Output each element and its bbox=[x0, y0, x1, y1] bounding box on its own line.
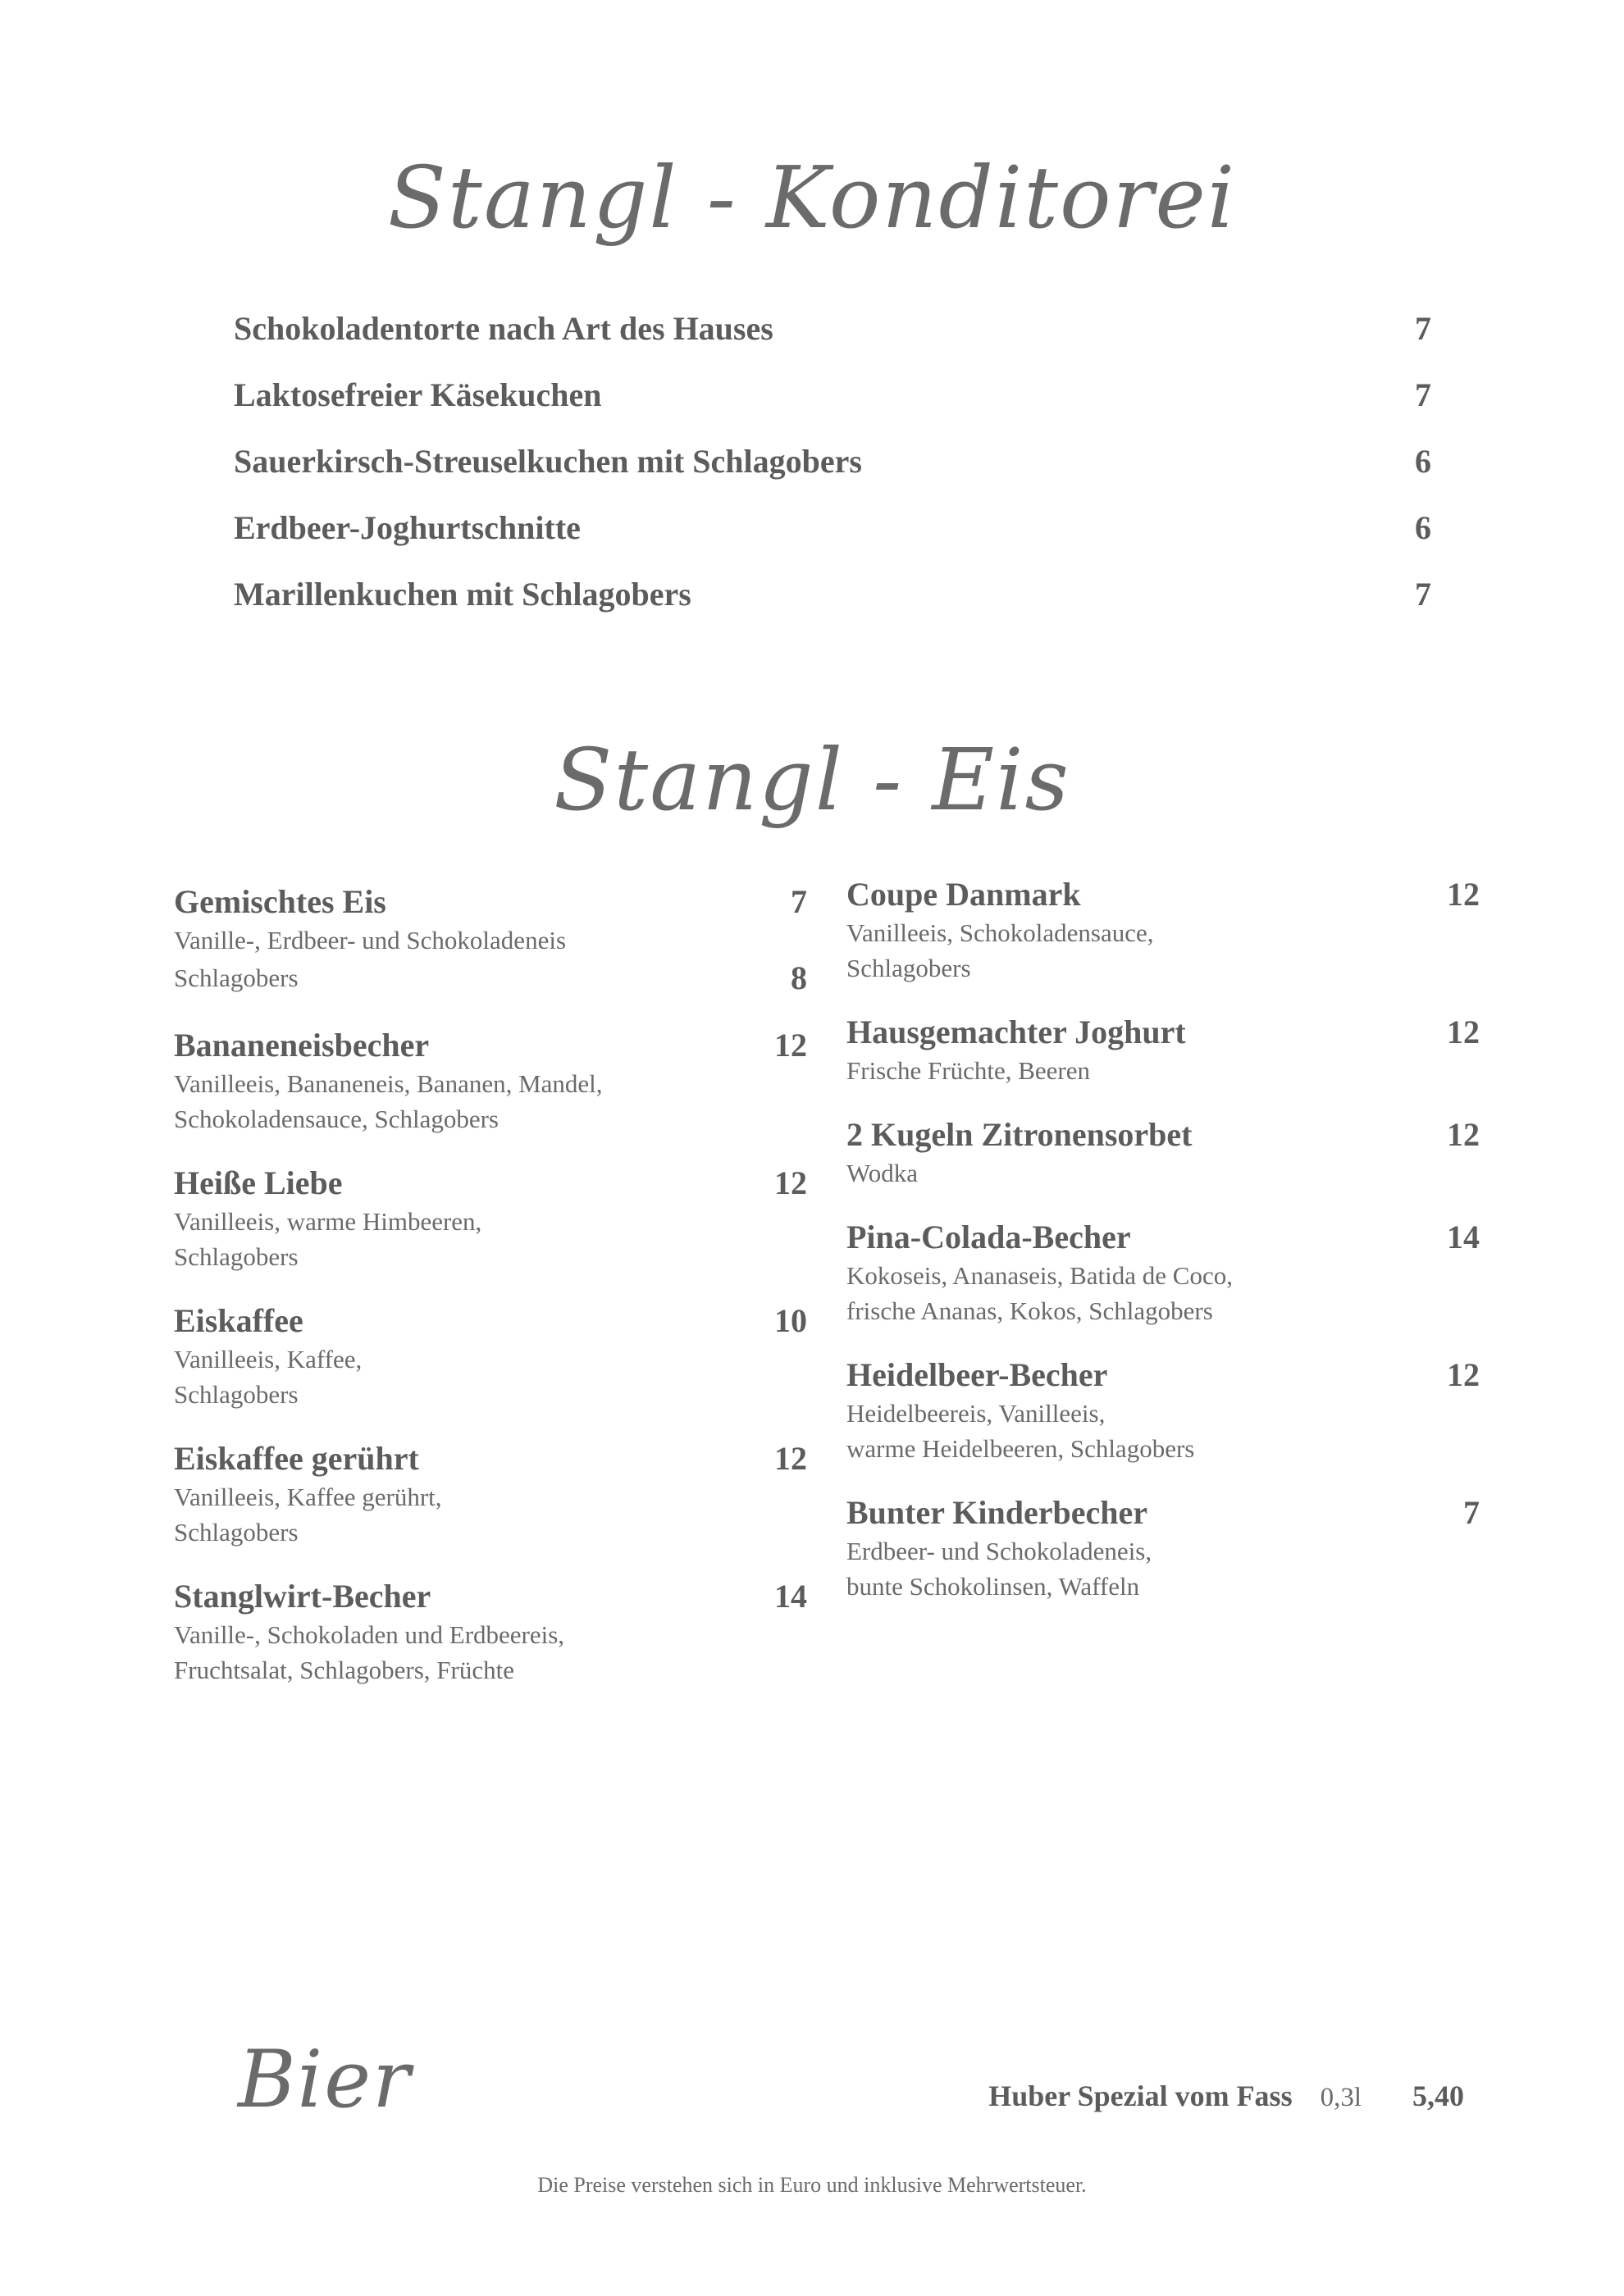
item-description: Vanille-, Erdbeer- und Schokoladeneis bbox=[174, 926, 567, 954]
item-description: Vanille-, Schokoladen und Erdbeereis, bbox=[174, 1620, 565, 1649]
item-description: Frische Früchte, Beeren bbox=[846, 1056, 1090, 1085]
item-price: 14 bbox=[774, 1578, 807, 1615]
konditorei-item bbox=[234, 494, 1431, 561]
eis-item bbox=[174, 1301, 807, 1412]
eis-column-left bbox=[174, 882, 807, 1714]
item-name: Hausgemachter Joghurt bbox=[846, 1014, 1186, 1050]
eis-item bbox=[846, 1114, 1480, 1191]
eis-item bbox=[846, 1355, 1480, 1466]
item-description: Fruchtsalat, Schlagobers, Früchte bbox=[174, 1656, 514, 1684]
item-extra bbox=[174, 958, 807, 999]
konditorei-item bbox=[234, 561, 1431, 627]
item-price: 7 bbox=[1463, 1494, 1480, 1531]
eis-item bbox=[174, 882, 807, 999]
eis-item bbox=[174, 1025, 807, 1137]
item-name: Sauerkirsch-Streuselkuchen mit Schlagobers bbox=[234, 443, 862, 480]
item-price: 10 bbox=[774, 1302, 807, 1339]
item-description: Vanilleeis, Kaffee gerührt, bbox=[174, 1483, 442, 1511]
beer-item bbox=[988, 2079, 1464, 2113]
eis-item bbox=[846, 874, 1480, 986]
eis-item bbox=[846, 1012, 1480, 1088]
item-description: Schlagobers bbox=[174, 1242, 299, 1271]
extra-price: 8 bbox=[791, 959, 807, 996]
item-description: bunte Schokolinsen, Waffeln bbox=[846, 1572, 1140, 1601]
extra-label: Schlagobers bbox=[174, 963, 299, 992]
item-price: 7 bbox=[1415, 576, 1431, 613]
item-description: Vanilleeis, warme Himbeeren, bbox=[174, 1207, 482, 1236]
item-price: 7 bbox=[1415, 376, 1431, 413]
item-description: Schlagobers bbox=[174, 1380, 299, 1409]
item-price: 6 bbox=[1415, 443, 1431, 480]
konditorei-item bbox=[234, 428, 1431, 494]
item-description: Vanilleeis, Bananeneis, Bananen, Mandel, bbox=[174, 1069, 603, 1098]
item-description: Schlagobers bbox=[174, 1518, 299, 1547]
item-description: Vanilleeis, Kaffee, bbox=[174, 1345, 363, 1374]
item-name: Laktosefreier Käsekuchen bbox=[234, 376, 602, 413]
konditorei-item bbox=[234, 362, 1431, 428]
item-description: Wodka bbox=[846, 1159, 919, 1187]
bier-title: Bier bbox=[238, 2034, 412, 2125]
eis-item bbox=[846, 1217, 1480, 1328]
beer-name: Huber Spezial vom Fass bbox=[988, 2080, 1293, 2112]
item-description: warme Heidelbeeren, Schlagobers bbox=[846, 1434, 1195, 1463]
beer-price: 5,40 bbox=[1412, 2080, 1464, 2112]
konditorei-item bbox=[234, 295, 1431, 362]
beer-size: 0,3l bbox=[1320, 2083, 1362, 2112]
item-name: Heiße Liebe bbox=[174, 1164, 343, 1201]
item-name: Pina-Colada-Becher bbox=[846, 1219, 1131, 1255]
item-description: Vanilleeis, Schokoladensauce, bbox=[846, 918, 1154, 947]
item-price: 12 bbox=[1447, 1116, 1480, 1153]
eis-item bbox=[174, 1163, 807, 1274]
item-price: 12 bbox=[774, 1440, 807, 1477]
konditorei-list bbox=[234, 295, 1431, 627]
item-name: Heidelbeer-Becher bbox=[846, 1356, 1108, 1393]
item-name: Stanglwirt-Becher bbox=[174, 1578, 431, 1615]
item-description: Erdbeer- und Schokoladeneis, bbox=[846, 1537, 1152, 1565]
item-description: frische Ananas, Kokos, Schlagobers bbox=[846, 1296, 1213, 1325]
eis-item bbox=[174, 1576, 807, 1688]
item-price: 7 bbox=[1415, 310, 1431, 347]
item-price: 12 bbox=[1447, 1356, 1480, 1393]
item-price: 12 bbox=[774, 1027, 807, 1064]
item-price: 6 bbox=[1415, 509, 1431, 546]
item-name: Erdbeer-Joghurtschnitte bbox=[234, 509, 581, 546]
item-name: Eiskaffee gerührt bbox=[174, 1440, 419, 1477]
item-name: Bananeneisbecher bbox=[174, 1027, 430, 1064]
eis-column-right bbox=[846, 874, 1480, 1630]
item-name: Eiskaffee bbox=[174, 1302, 303, 1339]
item-description: Heidelbeereis, Vanilleeis, bbox=[846, 1399, 1106, 1428]
item-price: 12 bbox=[774, 1164, 807, 1201]
item-price: 12 bbox=[1447, 1014, 1480, 1050]
footer-note: Die Preise verstehen sich in Euro und inklusive Mehrwertsteuer. bbox=[537, 2173, 1087, 2197]
item-description: Schokoladensauce, Schlagobers bbox=[174, 1105, 499, 1133]
item-price: 7 bbox=[791, 883, 807, 920]
item-name: Schokoladentorte nach Art des Hauses bbox=[234, 310, 773, 347]
eis-title: Stangl - Eis bbox=[554, 730, 1070, 830]
item-name: 2 Kugeln Zitronensorbet bbox=[846, 1116, 1193, 1153]
eis-item bbox=[846, 1492, 1480, 1604]
eis-item bbox=[174, 1438, 807, 1550]
item-description: Kokoseis, Ananaseis, Batida de Coco, bbox=[846, 1261, 1233, 1290]
item-price: 14 bbox=[1447, 1219, 1480, 1255]
item-name: Bunter Kinderbecher bbox=[846, 1494, 1148, 1531]
item-description: Schlagobers bbox=[846, 954, 971, 982]
item-name: Gemischtes Eis bbox=[174, 883, 386, 920]
item-price: 12 bbox=[1447, 876, 1480, 913]
item-name: Marillenkuchen mit Schlagobers bbox=[234, 576, 691, 613]
konditorei-title: Stangl - Konditorei bbox=[387, 148, 1237, 248]
item-name: Coupe Danmark bbox=[846, 876, 1081, 913]
